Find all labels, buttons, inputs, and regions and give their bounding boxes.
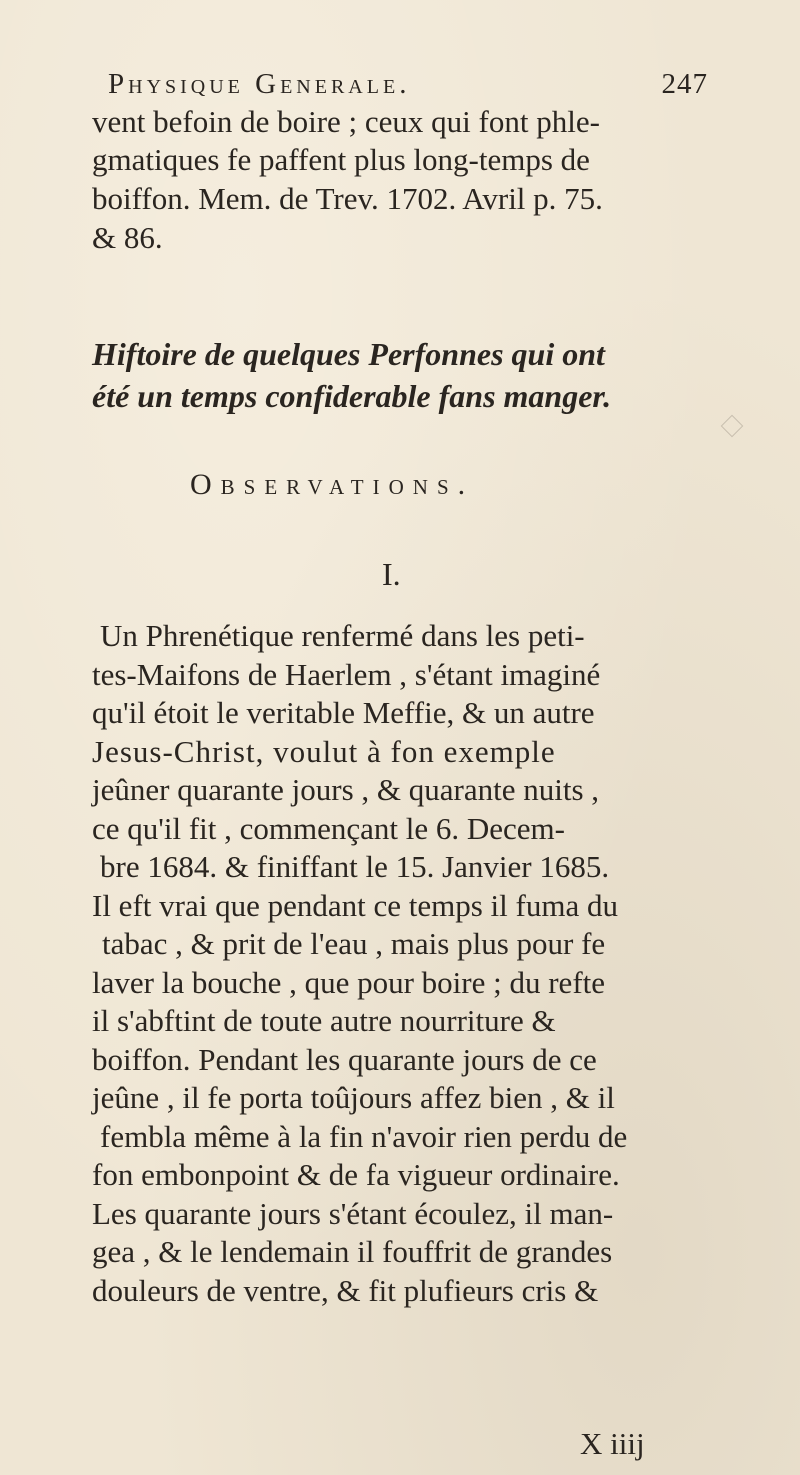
text-line: gea , & le lendemain il fouffrit de grandes [92,1234,613,1269]
text-line: qu'il étoit le veritable Meffie, & un autre [92,695,595,730]
observation-number: I. [382,556,401,592]
text-line: boiffon. Mem. de Trev. 1702. Avril p. 75. [92,181,603,216]
page-number: 247 [661,68,708,100]
text-line: vent befoin de boire ; ceux qui font phle- [92,104,600,139]
text-line: fembla même à la fin n'avoir rien perdu de [100,1119,628,1154]
section-heading-line: été un temps confiderable fans manger. [92,378,612,414]
text-line: laver la bouche , que pour boire ; du refte [92,965,606,1000]
text-line: Jesus-Christ, voulut à fon exemple [92,734,556,769]
text-line: tabac , & prit de l'eau , mais plus pour fe [102,926,606,961]
text-line: bre 1684. & finiffant le 15. Janvier 1685. [100,849,610,884]
ink-mark [721,415,744,438]
text-line: fon embonpoint & de fa vigueur ordinaire. [92,1157,620,1192]
text-line: jeûner quarante jours , & quarante nuits , [92,772,600,807]
text-line: il s'abftint de toute autre nourriture & [92,1003,556,1038]
text-line: Un Phrenétique renfermé dans les peti- [100,618,585,653]
section-heading-line: Hiftoire de quelques Perfonnes qui ont [92,336,605,372]
running-header [108,68,708,104]
text-line: ce qu'il fit , commençant le 6. Decem- [92,811,565,846]
observations-title: Observations. [190,468,475,501]
text-line: Les quarante jours s'étant écoulez, il man- [92,1196,614,1231]
text-line: boiffon. Pendant les quarante jours de ce [92,1042,597,1077]
text-line: douleurs de ventre, & fit plufieurs cris & [92,1273,599,1308]
text-line: tes-Maifons de Haerlem , s'étant imaginé [92,657,601,692]
text-line: jeûne , il fe porta toûjours affez bien , & il [92,1080,615,1115]
text-line: & 86. [92,220,163,255]
running-title: Physique Generale. [108,68,411,100]
text-line: gmatiques fe paffent plus long-temps de [92,142,590,177]
text-line: Il eft vrai que pendant ce temps il fuma du [92,888,618,923]
signature-mark: X iiij [580,1426,645,1461]
